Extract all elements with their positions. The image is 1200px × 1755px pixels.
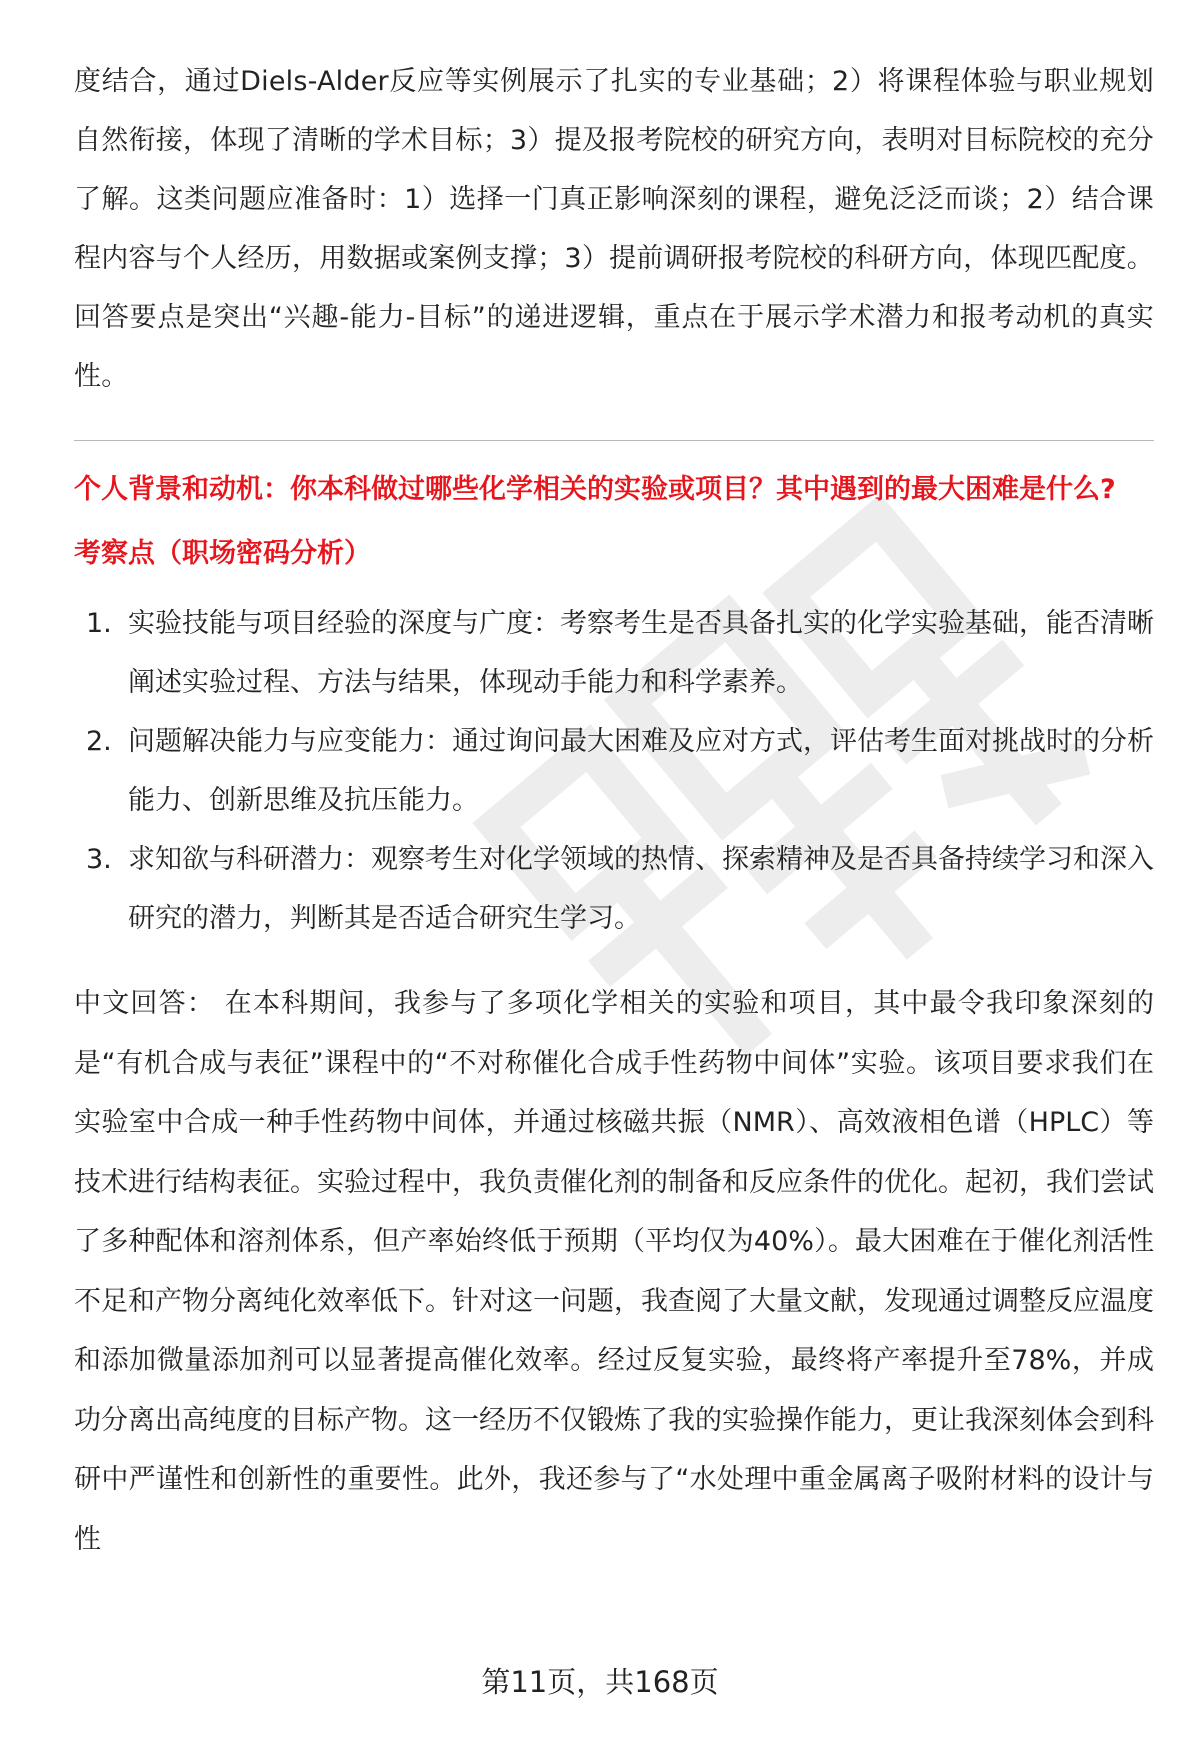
assessment-points-list	[74, 594, 1154, 948]
document-body	[74, 52, 1154, 1569]
list-item-number: 2.	[86, 726, 112, 757]
page-number-footer: 第11页，共168页	[481, 1665, 719, 1699]
list-item	[74, 830, 1154, 948]
list-item-text: 实验技能与项目经验的深度与广度：考察考生是否具备扎实的化学实验基础，能否清晰阐述实验过程、方法与结果，体现动手能力和科学素养。	[128, 608, 1154, 698]
section-divider	[74, 440, 1154, 441]
list-item-number: 1.	[86, 608, 112, 639]
intro-paragraph: 度结合，通过Diels-Alder反应等实例展示了扎实的专业基础；2）将课程体验与职业规划自然衔接，体现了清晰的学术目标；3）提及报考院校的研究方向，表明对目标院校的充分了解。这类问题应准备时：1）选择一门真正影响深刻的课程，避免泛泛而谈；2）结合课程内容与个人经历，用数据或案例支撑；3）提前调研报考院校的科研方向，体现匹配度。回答要点是突出“兴趣-能力-目标”的递进逻辑，重点在于展示学术潜力和报考动机的真实性。	[74, 66, 1154, 392]
assessment-points-heading: 考察点（职场密码分析）	[74, 538, 371, 569]
list-item-number: 3.	[86, 844, 112, 875]
list-item	[74, 594, 1154, 712]
answer-paragraph: 中文回答： 在本科期间，我参与了多项化学相关的实验和项目，其中最令我印象深刻的是“有机合成与表征”课程中的“不对称催化合成手性药物中间体”实验。该项目要求我们在实验室中合成一种手性药物中间体，并通过核磁共振（NMR）、高效液相色谱（HPLC）等技术进行结构表征。实验过程中，我负责催化剂的制备和反应条件的优化。起初，我们尝试了多种配体和溶剂体系，但产率始终低于预期（平均仅为40%）。最大困难在于催化剂活性不足和产物分离纯化效率低下。针对这一问题，我查阅了大量文献，发现通过调整反应温度和添加微量添加剂可以显著提高催化效率。经过反复实验，最终将产率提升至78%，并成功分离出高纯度的目标产物。这一经历不仅锻炼了我的实验操作能力，更让我深刻体会到科研中严谨性和创新性的重要性。此外，我还参与了“水处理中重金属离子吸附材料的设计与性	[74, 988, 1154, 1555]
list-item-text: 求知欲与科研潜力：观察考生对化学领域的热情、探索精神及是否具备持续学习和深入研究的潜力，判断其是否适合研究生学习。	[128, 844, 1154, 934]
list-item	[74, 712, 1154, 830]
question-title: 个人背景和动机：你本科做过哪些化学相关的实验或项目？其中遇到的最大困难是什么?	[74, 474, 1116, 505]
list-item-text: 问题解决能力与应变能力：通过询问最大困难及应对方式，评估考生面对挑战时的分析能力、创新思维及抗压能力。	[128, 726, 1154, 816]
